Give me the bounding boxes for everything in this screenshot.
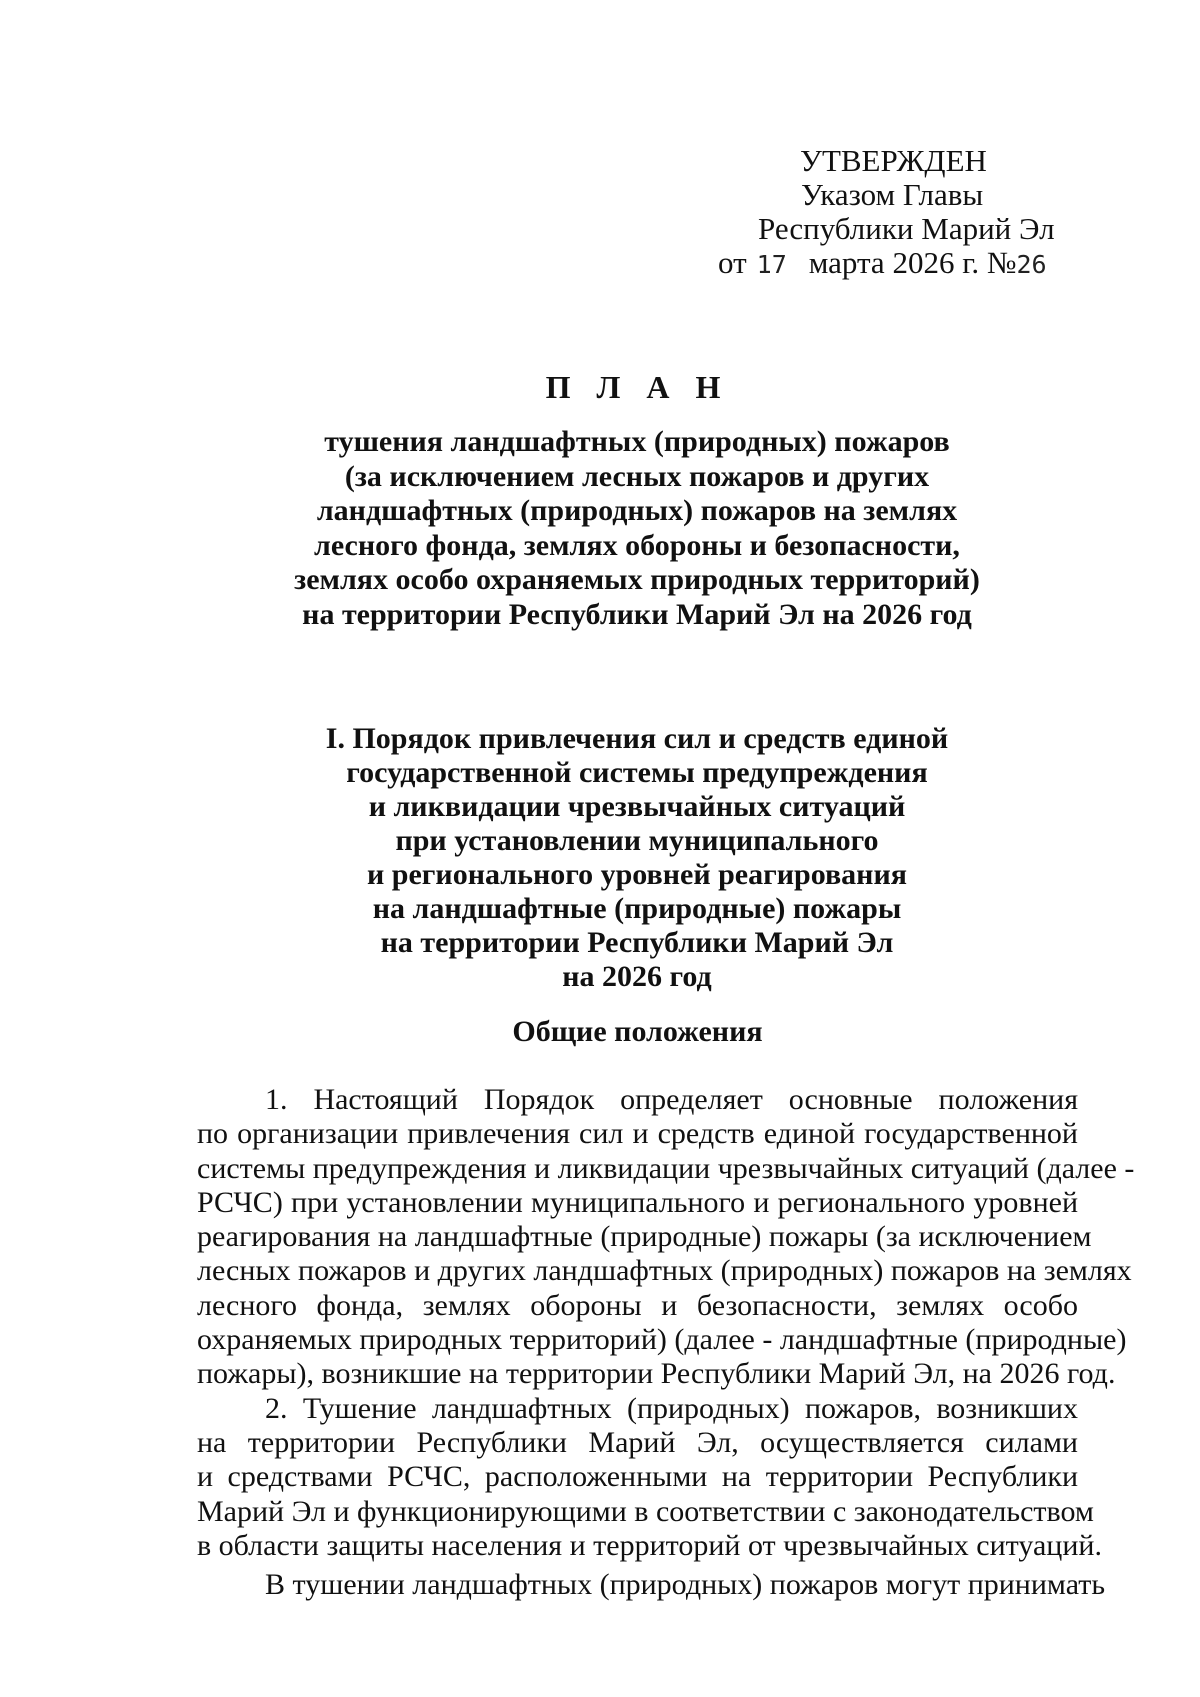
paragraph-line: на территории Республики Марий Эл, осуществляется силами xyxy=(197,1425,1078,1459)
date-prefix: от xyxy=(718,245,747,280)
paragraph-line: и средствами РСЧС, расположенными на территории Республики xyxy=(197,1460,1078,1494)
paragraph-line: В тушении ландшафтных (природных) пожаров могут принимать xyxy=(265,1568,1106,1602)
paragraph-line: Марий Эл и функционирующими в соответствии с законодательством xyxy=(197,1494,1094,1528)
section-title-line: I. Порядок привлечения сил и средств единой xyxy=(325,722,949,755)
paragraph-line: лесного фонда, землях обороны и безопасности, землях особо xyxy=(197,1288,1078,1322)
subtitle-line: землях особо охраняемых природных территорий) xyxy=(294,563,980,596)
paragraph-line: системы предупреждения и ликвидации чрезвычайных ситуаций (далее - xyxy=(197,1151,1135,1185)
paragraph-line: по организации привлечения сил и средств единой государственной xyxy=(197,1117,1078,1151)
subtitle-line: тушения ландшафтных (природных) пожаров xyxy=(324,425,950,458)
section-title-line: при установлении муниципального xyxy=(395,824,879,857)
document-body xyxy=(197,1083,1135,1602)
date-day: 17 xyxy=(756,250,787,279)
paragraph-line: пожары), возникшие на территории Республики Марий Эл, на 2026 год. xyxy=(197,1357,1116,1391)
section-title-line: на 2026 год xyxy=(562,960,712,993)
general-provisions-heading: Общие положения xyxy=(512,1015,763,1048)
approval-authority: Указом Главы xyxy=(801,177,984,212)
document-subtitle xyxy=(200,425,1074,632)
subtitle-line: на территории Республики Марий Эл на 2026 год xyxy=(302,597,972,631)
subtitle-line: ландшафтных (природных) пожаров на землях xyxy=(316,494,958,527)
paragraph-line: 2. Тушение ландшафтных (природных) пожаров, возникших xyxy=(265,1391,1078,1425)
section-title xyxy=(240,722,1034,994)
paragraph-3 xyxy=(197,1568,1106,1602)
section-title-line: и ликвидации чрезвычайных ситуаций xyxy=(368,790,906,823)
date-month-year: марта 2026 г. № xyxy=(808,245,1017,280)
subtitle-line: (за исключением лесных пожаров и других xyxy=(344,459,930,493)
paragraph-line: 1. Настоящий Порядок определяет основные положения xyxy=(265,1083,1078,1116)
approval-date-line xyxy=(700,246,1100,282)
paragraph-line: РСЧС) при установлении муниципального и регионального уровней xyxy=(197,1185,1078,1219)
approval-region: Республики Марий Эл xyxy=(758,211,1055,246)
approval-stamp xyxy=(700,144,1100,282)
paragraph-line: охраняемых природных территорий) (далее - ландшафтные (природные) xyxy=(197,1323,1127,1357)
paragraph-line: реагирования на ландшафтные (природные) пожары (за исключением xyxy=(197,1220,1092,1254)
document-title: П Л А Н xyxy=(545,369,730,405)
section-title-line: на ландшафтные (природные) пожары xyxy=(372,892,902,925)
section-title-line: на территории Республики Марий Эл xyxy=(380,926,894,959)
paragraph-line: лесных пожаров и других ландшафтных (природных) пожаров на землях xyxy=(197,1254,1132,1288)
section-title-line: и регионального уровней реагирования xyxy=(367,858,907,891)
approval-status: УТВЕРЖДЕН xyxy=(800,143,987,178)
section-title-line: государственной системы предупреждения xyxy=(346,756,928,789)
paragraph-1 xyxy=(197,1083,1135,1392)
paragraph-2 xyxy=(197,1391,1102,1563)
paragraph-line: в области защиты населения и территорий от чрезвычайных ситуаций. xyxy=(197,1528,1102,1562)
doc-number: 26 xyxy=(1016,250,1047,279)
subtitle-line: лесного фонда, землях обороны и безопасности, xyxy=(314,528,960,562)
